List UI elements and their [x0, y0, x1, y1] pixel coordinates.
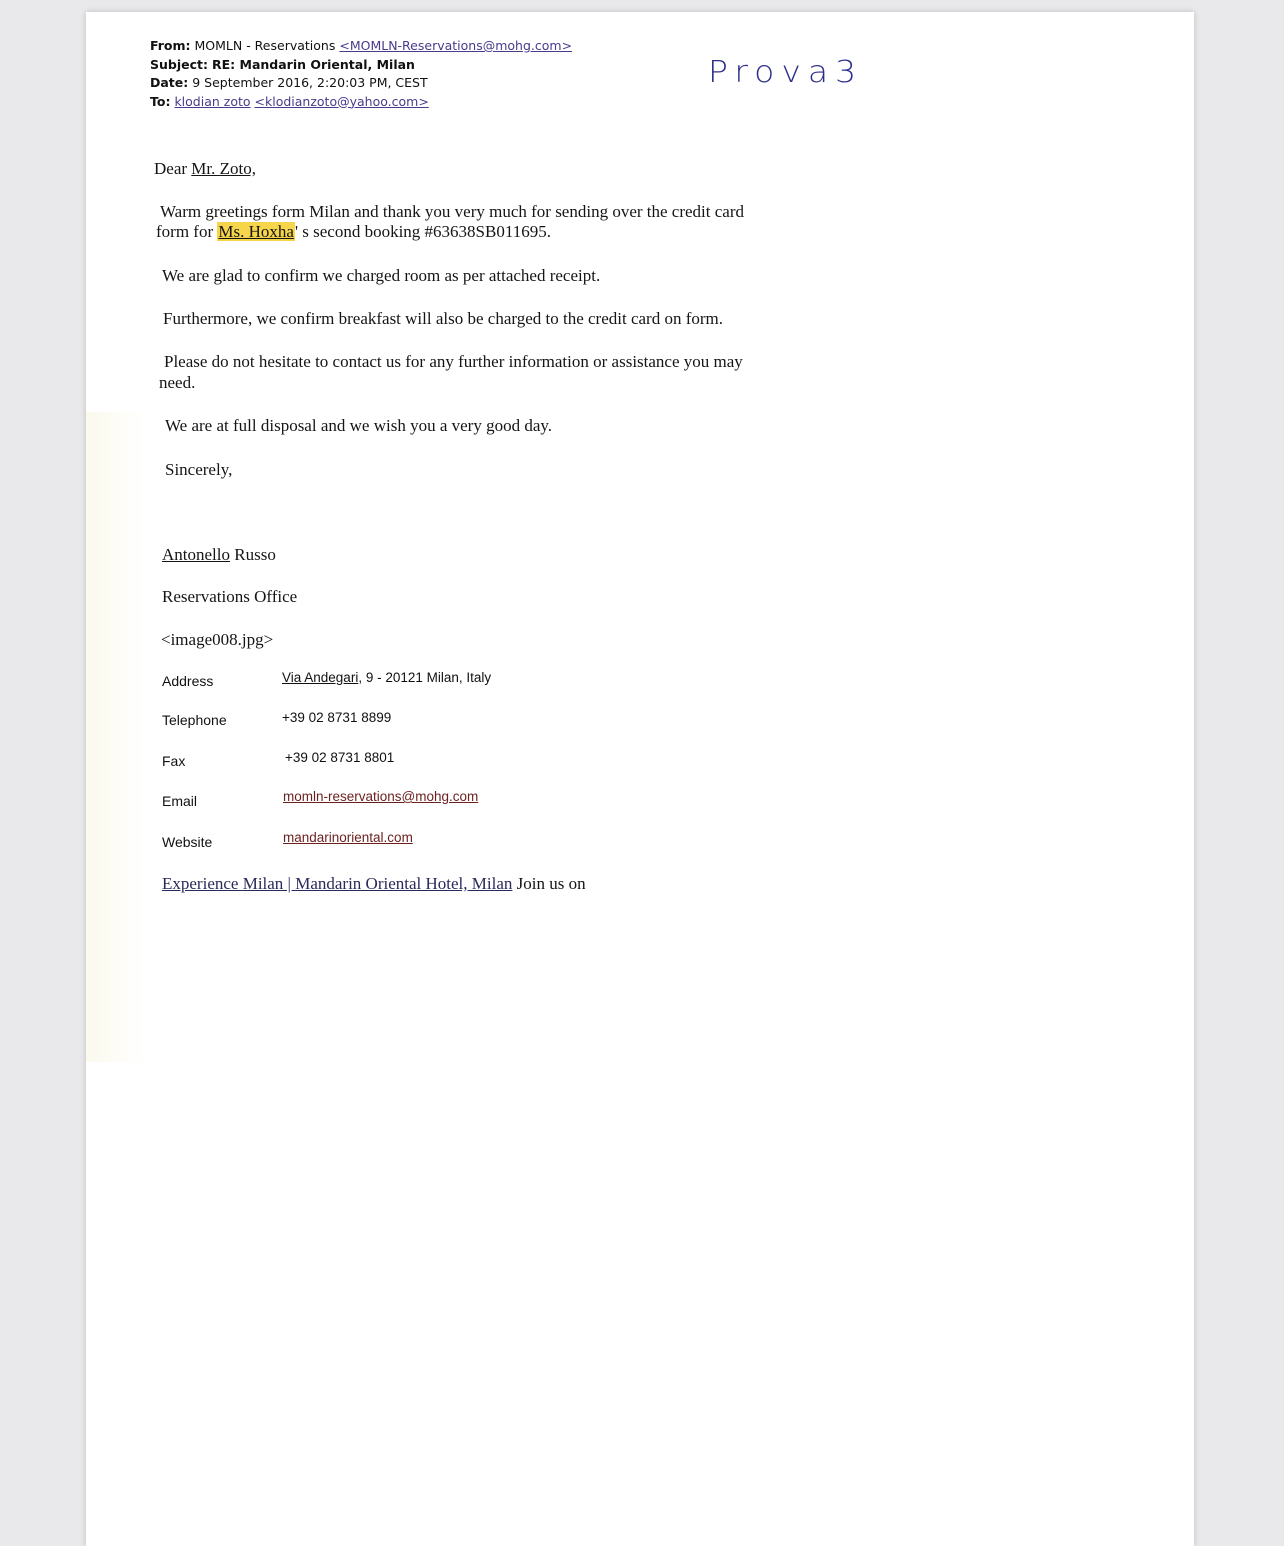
email-label: Email — [162, 793, 198, 809]
address-link[interactable]: Via Andegari — [282, 670, 359, 685]
telephone-label: Telephone — [162, 712, 227, 728]
handwritten-note: Prova3 — [708, 53, 864, 90]
website-value — [283, 830, 413, 845]
signature-office: Reservations Office — [162, 587, 298, 606]
signature-first-name: Antonello — [162, 545, 230, 564]
to-row — [150, 93, 572, 112]
paragraph-disposal: We are at full disposal and we wish you a very good day. — [165, 416, 553, 435]
to-label: To: — [150, 93, 171, 109]
greeting-suffix: ' s second booking #63638SB011695. — [294, 222, 551, 241]
fax-label: Fax — [162, 753, 186, 769]
date-row — [150, 74, 572, 93]
salutation-name: Mr. Zoto, — [191, 159, 256, 178]
paragraph-breakfast: Furthermore, we confirm breakfast will also be charged to the credit card on form. — [163, 309, 724, 328]
address-value — [282, 670, 491, 685]
signature-name — [162, 545, 276, 565]
date-label: Date: — [150, 75, 189, 90]
paragraph-contact-line1: Please do not hesitate to contact us for any further information or assistance you may — [164, 352, 743, 371]
to-email-link[interactable]: <klodianzoto@yahoo.com> — [254, 93, 429, 109]
subject-row — [150, 56, 572, 75]
to-name-link[interactable]: klodian zoto — [174, 93, 251, 109]
from-email-link[interactable]: <MOMLN-Reservations@mohg.com> — [339, 38, 573, 53]
paragraph-greeting-line1: Warm greetings form Milan and thank you very much for sending over the credit card — [160, 202, 745, 221]
salutation — [154, 159, 256, 179]
from-name: MOMLN - Reservations — [194, 38, 336, 53]
fax-value: +39 02 8731 8801 — [285, 750, 395, 765]
website-link[interactable]: mandarinoriental.com — [283, 830, 413, 845]
salutation-prefix: Dear — [154, 159, 192, 178]
subject-value: RE: Mandarin Oriental, Milan — [211, 56, 415, 72]
document-page — [86, 12, 1194, 1546]
website-label: Website — [162, 834, 213, 850]
email-value — [283, 789, 478, 804]
subject-label: Subject: — [150, 56, 208, 72]
paragraph-greeting-line2 — [156, 222, 551, 242]
image-placeholder: <image008.jpg> — [161, 630, 274, 649]
paragraph-confirm-room: We are glad to confirm we charged room as per attached receipt. — [162, 266, 601, 285]
closing: Sincerely, — [165, 460, 233, 479]
date-value: 9 September 2016, 2:20:03 PM, CEST — [192, 75, 428, 90]
email-link[interactable]: momln-reservations@mohg.com — [283, 789, 479, 804]
highlighted-name: Ms. Hoxha — [218, 222, 294, 241]
address-rest: , 9 - 20121 Milan, Italy — [358, 670, 492, 685]
scan-tint — [86, 412, 146, 1062]
email-header — [150, 37, 572, 111]
greeting-prefix: form for — [156, 222, 218, 241]
from-row — [150, 37, 572, 56]
paragraph-contact-line2: need. — [159, 373, 196, 392]
signature-last-name: Russo — [230, 545, 276, 564]
from-label: From: — [150, 38, 191, 53]
address-label: Address — [162, 673, 214, 689]
telephone-value: +39 02 8731 8899 — [282, 710, 392, 725]
footer-line — [162, 874, 586, 894]
footer-suffix: Join us on — [512, 874, 586, 893]
footer-hotel-link[interactable]: Experience Milan | Mandarin Oriental Hotel, Milan — [162, 874, 513, 893]
